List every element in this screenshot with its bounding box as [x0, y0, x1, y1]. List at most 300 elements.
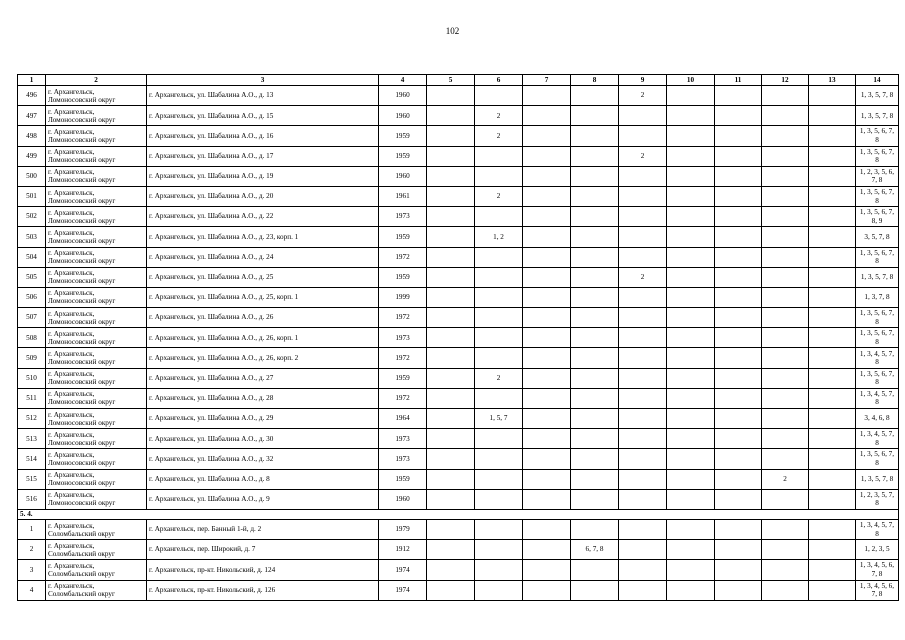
- col7-cell: [523, 146, 571, 166]
- col14-cell: 1, 3, 4, 5, 6, 7, 8: [856, 580, 899, 600]
- year-cell: 1973: [379, 207, 427, 227]
- col12-cell: [762, 519, 809, 539]
- year-cell: 1972: [379, 388, 427, 408]
- row-number: 500: [18, 166, 46, 186]
- col5-cell: [427, 86, 475, 106]
- col12-cell: [762, 287, 809, 307]
- col12-cell: [762, 560, 809, 580]
- col10-cell: [667, 106, 715, 126]
- table-row: [18, 207, 899, 227]
- col5-cell: [427, 560, 475, 580]
- col12-cell: [762, 186, 809, 206]
- table-row: [18, 519, 899, 539]
- col13-cell: [809, 207, 856, 227]
- col5-cell: [427, 540, 475, 560]
- year-cell: 1974: [379, 560, 427, 580]
- locality-cell: г. Архангельск, Ломоносовский округ: [46, 207, 147, 227]
- table-row: [18, 227, 899, 247]
- col6-cell: [475, 207, 523, 227]
- col6-cell: 2: [475, 106, 523, 126]
- address-cell: г. Архангельск, пер. Широкий, д. 7: [147, 540, 379, 560]
- locality-cell: г. Архангельск, Ломоносовский округ: [46, 449, 147, 469]
- col14-cell: 1, 2, 3, 5, 7, 8: [856, 489, 899, 509]
- col6-cell: [475, 146, 523, 166]
- locality-cell: г. Архангельск, Ломоносовский округ: [46, 388, 147, 408]
- register-table: [17, 74, 899, 601]
- col12-cell: [762, 247, 809, 267]
- table-row: [18, 409, 899, 429]
- col8-cell: [571, 287, 619, 307]
- col7-cell: [523, 267, 571, 287]
- col10-cell: [667, 560, 715, 580]
- col6-cell: 2: [475, 186, 523, 206]
- column-header: 10: [667, 75, 715, 86]
- col6-cell: [475, 328, 523, 348]
- section-label: 5. 4.: [18, 509, 899, 519]
- col13-cell: [809, 560, 856, 580]
- col9-cell: [619, 489, 667, 509]
- col9-cell: [619, 348, 667, 368]
- col13-cell: [809, 348, 856, 368]
- col5-cell: [427, 308, 475, 328]
- col7-cell: [523, 489, 571, 509]
- col5-cell: [427, 348, 475, 368]
- col6-cell: [475, 540, 523, 560]
- col13-cell: [809, 429, 856, 449]
- col5-cell: [427, 267, 475, 287]
- col11-cell: [715, 166, 762, 186]
- address-cell: г. Архангельск, ул. Шабалина А.О., д. 16: [147, 126, 379, 146]
- year-cell: 1959: [379, 126, 427, 146]
- col14-cell: 1, 3, 7, 8: [856, 287, 899, 307]
- col6-cell: [475, 287, 523, 307]
- col6-cell: [475, 469, 523, 489]
- col14-cell: 3, 4, 6, 8: [856, 409, 899, 429]
- year-cell: 1959: [379, 469, 427, 489]
- table-row: [18, 186, 899, 206]
- col5-cell: [427, 469, 475, 489]
- col5-cell: [427, 287, 475, 307]
- col6-cell: [475, 166, 523, 186]
- row-number: 515: [18, 469, 46, 489]
- locality-cell: г. Архангельск, Ломоносовский округ: [46, 227, 147, 247]
- row-number: 506: [18, 287, 46, 307]
- col5-cell: [427, 388, 475, 408]
- col8-cell: [571, 388, 619, 408]
- col13-cell: [809, 308, 856, 328]
- col13-cell: [809, 186, 856, 206]
- col8-cell: [571, 106, 619, 126]
- page-number: 102: [445, 26, 460, 36]
- col7-cell: [523, 540, 571, 560]
- col14-cell: 1, 3, 5, 6, 7, 8: [856, 328, 899, 348]
- address-cell: г. Архангельск, ул. Шабалина А.О., д. 20: [147, 186, 379, 206]
- address-cell: г. Архангельск, ул. Шабалина А.О., д. 24: [147, 247, 379, 267]
- year-cell: 1964: [379, 409, 427, 429]
- col13-cell: [809, 469, 856, 489]
- col10-cell: [667, 146, 715, 166]
- year-cell: 1973: [379, 429, 427, 449]
- table-row: [18, 308, 899, 328]
- year-cell: 1979: [379, 519, 427, 539]
- col9-cell: [619, 186, 667, 206]
- column-header: 3: [147, 75, 379, 86]
- col14-cell: 1, 3, 5, 6, 7, 8, 9: [856, 207, 899, 227]
- col12-cell: [762, 308, 809, 328]
- locality-cell: г. Архангельск, Ломоносовский округ: [46, 469, 147, 489]
- col5-cell: [427, 227, 475, 247]
- col11-cell: [715, 287, 762, 307]
- locality-cell: г. Архангельск, Ломоносовский округ: [46, 126, 147, 146]
- table-row: [18, 348, 899, 368]
- col10-cell: [667, 540, 715, 560]
- col10-cell: [667, 267, 715, 287]
- col8-cell: [571, 126, 619, 146]
- col7-cell: [523, 308, 571, 328]
- year-cell: 1973: [379, 449, 427, 469]
- col7-cell: [523, 328, 571, 348]
- col11-cell: [715, 560, 762, 580]
- col14-cell: 1, 3, 4, 5, 7, 8: [856, 348, 899, 368]
- col8-cell: [571, 449, 619, 469]
- locality-cell: г. Архангельск, Соломбальский округ: [46, 540, 147, 560]
- col6-cell: [475, 86, 523, 106]
- col5-cell: [427, 247, 475, 267]
- row-number: 512: [18, 409, 46, 429]
- col12-cell: [762, 267, 809, 287]
- column-header: 11: [715, 75, 762, 86]
- col11-cell: [715, 126, 762, 146]
- col14-cell: 1, 3, 5, 6, 7, 8: [856, 368, 899, 388]
- table-row: [18, 560, 899, 580]
- column-header: 1: [18, 75, 46, 86]
- col12-cell: [762, 106, 809, 126]
- row-number: 3: [18, 560, 46, 580]
- col11-cell: [715, 186, 762, 206]
- col13-cell: [809, 247, 856, 267]
- address-cell: г. Архангельск, ул. Шабалина А.О., д. 25, корп. 1: [147, 287, 379, 307]
- year-cell: 1972: [379, 247, 427, 267]
- col8-cell: [571, 429, 619, 449]
- col10-cell: [667, 287, 715, 307]
- year-cell: 1959: [379, 227, 427, 247]
- table-row: [18, 287, 899, 307]
- col10-cell: [667, 489, 715, 509]
- row-number: 497: [18, 106, 46, 126]
- col8-cell: [571, 308, 619, 328]
- col9-cell: [619, 166, 667, 186]
- column-header: 9: [619, 75, 667, 86]
- col13-cell: [809, 580, 856, 600]
- col13-cell: [809, 328, 856, 348]
- table-row: [18, 146, 899, 166]
- col14-cell: 1, 3, 5, 6, 7, 8: [856, 449, 899, 469]
- col9-cell: [619, 247, 667, 267]
- col11-cell: [715, 449, 762, 469]
- address-cell: г. Архангельск, ул. Шабалина А.О., д. 26: [147, 308, 379, 328]
- year-cell: 1961: [379, 186, 427, 206]
- col11-cell: [715, 227, 762, 247]
- address-cell: г. Архангельск, ул. Шабалина А.О., д. 32: [147, 449, 379, 469]
- col8-cell: [571, 267, 619, 287]
- locality-cell: г. Архангельск, Ломоносовский округ: [46, 267, 147, 287]
- address-cell: г. Архангельск, ул. Шабалина А.О., д. 25: [147, 267, 379, 287]
- locality-cell: г. Архангельск, Соломбальский округ: [46, 560, 147, 580]
- col14-cell: 1, 3, 4, 5, 7, 8: [856, 519, 899, 539]
- locality-cell: г. Архангельск, Ломоносовский округ: [46, 287, 147, 307]
- locality-cell: г. Архангельск, Ломоносовский округ: [46, 86, 147, 106]
- col8-cell: [571, 328, 619, 348]
- col11-cell: [715, 106, 762, 126]
- table-row: [18, 267, 899, 287]
- locality-cell: г. Архангельск, Ломоносовский округ: [46, 409, 147, 429]
- col11-cell: [715, 348, 762, 368]
- address-cell: г. Архангельск, ул. Шабалина А.О., д. 19: [147, 166, 379, 186]
- column-header: 7: [523, 75, 571, 86]
- col14-cell: 1, 3, 5, 7, 8: [856, 106, 899, 126]
- col10-cell: [667, 449, 715, 469]
- locality-cell: г. Архангельск, Ломоносовский округ: [46, 429, 147, 449]
- col13-cell: [809, 86, 856, 106]
- col6-cell: [475, 308, 523, 328]
- row-number: 509: [18, 348, 46, 368]
- col7-cell: [523, 469, 571, 489]
- row-number: 508: [18, 328, 46, 348]
- locality-cell: г. Архангельск, Соломбальский округ: [46, 580, 147, 600]
- col12-cell: [762, 449, 809, 469]
- col11-cell: [715, 368, 762, 388]
- col11-cell: [715, 469, 762, 489]
- col6-cell: [475, 580, 523, 600]
- column-header: 4: [379, 75, 427, 86]
- col9-cell: [619, 368, 667, 388]
- col5-cell: [427, 409, 475, 429]
- col7-cell: [523, 449, 571, 469]
- col10-cell: [667, 429, 715, 449]
- table-body: [18, 86, 899, 601]
- col13-cell: [809, 489, 856, 509]
- col12-cell: [762, 166, 809, 186]
- col9-cell: [619, 388, 667, 408]
- col8-cell: [571, 247, 619, 267]
- col6-cell: 2: [475, 368, 523, 388]
- col8-cell: [571, 146, 619, 166]
- col7-cell: [523, 86, 571, 106]
- row-number: 1: [18, 519, 46, 539]
- col14-cell: 1, 2, 3, 5, 6, 7, 8: [856, 166, 899, 186]
- col9-cell: [619, 409, 667, 429]
- address-cell: г. Архангельск, ул. Шабалина А.О., д. 22: [147, 207, 379, 227]
- locality-cell: г. Архангельск, Ломоносовский округ: [46, 166, 147, 186]
- col7-cell: [523, 519, 571, 539]
- col14-cell: 1, 3, 5, 6, 7, 8: [856, 186, 899, 206]
- col10-cell: [667, 388, 715, 408]
- col5-cell: [427, 146, 475, 166]
- col9-cell: 2: [619, 86, 667, 106]
- address-cell: г. Архангельск, ул. Шабалина А.О., д. 8: [147, 469, 379, 489]
- year-cell: 1999: [379, 287, 427, 307]
- table-row: [18, 328, 899, 348]
- row-number: 505: [18, 267, 46, 287]
- col5-cell: [427, 126, 475, 146]
- col8-cell: [571, 519, 619, 539]
- year-cell: 1912: [379, 540, 427, 560]
- col11-cell: [715, 247, 762, 267]
- col7-cell: [523, 580, 571, 600]
- col10-cell: [667, 186, 715, 206]
- col12-cell: [762, 409, 809, 429]
- col10-cell: [667, 308, 715, 328]
- col9-cell: [619, 560, 667, 580]
- col5-cell: [427, 368, 475, 388]
- col11-cell: [715, 267, 762, 287]
- col9-cell: [619, 580, 667, 600]
- col12-cell: [762, 348, 809, 368]
- col13-cell: [809, 449, 856, 469]
- row-number: 2: [18, 540, 46, 560]
- column-header: 5: [427, 75, 475, 86]
- col13-cell: [809, 267, 856, 287]
- col12-cell: [762, 368, 809, 388]
- col11-cell: [715, 580, 762, 600]
- col14-cell: 1, 3, 4, 5, 6, 7, 8: [856, 560, 899, 580]
- col12-cell: [762, 328, 809, 348]
- col14-cell: 1, 3, 5, 6, 7, 8: [856, 247, 899, 267]
- col13-cell: [809, 409, 856, 429]
- col12-cell: [762, 388, 809, 408]
- table-row: [18, 580, 899, 600]
- col11-cell: [715, 388, 762, 408]
- table-row: [18, 469, 899, 489]
- col7-cell: [523, 388, 571, 408]
- row-number: 496: [18, 86, 46, 106]
- table-row: [18, 247, 899, 267]
- col5-cell: [427, 580, 475, 600]
- col8-cell: 6, 7, 8: [571, 540, 619, 560]
- col12-cell: [762, 207, 809, 227]
- table-row: [18, 126, 899, 146]
- col9-cell: 2: [619, 267, 667, 287]
- col7-cell: [523, 227, 571, 247]
- col7-cell: [523, 409, 571, 429]
- year-cell: 1973: [379, 328, 427, 348]
- col10-cell: [667, 469, 715, 489]
- table-row: [18, 368, 899, 388]
- address-cell: г. Архангельск, ул. Шабалина А.О., д. 9: [147, 489, 379, 509]
- col6-cell: [475, 429, 523, 449]
- locality-cell: г. Архангельск, Ломоносовский округ: [46, 489, 147, 509]
- col5-cell: [427, 186, 475, 206]
- col14-cell: 1, 2, 3, 5: [856, 540, 899, 560]
- locality-cell: г. Архангельск, Ломоносовский округ: [46, 368, 147, 388]
- col9-cell: [619, 469, 667, 489]
- col7-cell: [523, 429, 571, 449]
- locality-cell: г. Архангельск, Соломбальский округ: [46, 519, 147, 539]
- col13-cell: [809, 519, 856, 539]
- year-cell: 1960: [379, 86, 427, 106]
- col13-cell: [809, 388, 856, 408]
- col10-cell: [667, 348, 715, 368]
- col13-cell: [809, 540, 856, 560]
- col7-cell: [523, 247, 571, 267]
- address-cell: г. Архангельск, пр-кт. Никольский, д. 126: [147, 580, 379, 600]
- row-number: 503: [18, 227, 46, 247]
- col9-cell: [619, 308, 667, 328]
- col11-cell: [715, 328, 762, 348]
- locality-cell: г. Архангельск, Ломоносовский округ: [46, 328, 147, 348]
- col11-cell: [715, 409, 762, 429]
- col11-cell: [715, 540, 762, 560]
- col7-cell: [523, 186, 571, 206]
- col13-cell: [809, 166, 856, 186]
- row-number: 501: [18, 186, 46, 206]
- col12-cell: [762, 489, 809, 509]
- col6-cell: 1, 2: [475, 227, 523, 247]
- col8-cell: [571, 368, 619, 388]
- col6-cell: [475, 519, 523, 539]
- col9-cell: [619, 106, 667, 126]
- col11-cell: [715, 308, 762, 328]
- table-row: [18, 449, 899, 469]
- col6-cell: [475, 560, 523, 580]
- table-row: [18, 489, 899, 509]
- col12-cell: [762, 126, 809, 146]
- year-cell: 1960: [379, 489, 427, 509]
- col9-cell: [619, 429, 667, 449]
- row-number: 4: [18, 580, 46, 600]
- address-cell: г. Архангельск, ул. Шабалина А.О., д. 30: [147, 429, 379, 449]
- column-header: 6: [475, 75, 523, 86]
- table-row: [18, 86, 899, 106]
- col12-cell: [762, 227, 809, 247]
- col5-cell: [427, 429, 475, 449]
- col8-cell: [571, 166, 619, 186]
- col10-cell: [667, 368, 715, 388]
- col8-cell: [571, 86, 619, 106]
- table-row: [18, 106, 899, 126]
- col10-cell: [667, 519, 715, 539]
- col12-cell: [762, 86, 809, 106]
- row-number: 511: [18, 388, 46, 408]
- col10-cell: [667, 126, 715, 146]
- year-cell: 1960: [379, 106, 427, 126]
- section-row: [18, 509, 899, 519]
- locality-cell: г. Архангельск, Ломоносовский округ: [46, 348, 147, 368]
- column-header: 8: [571, 75, 619, 86]
- col7-cell: [523, 287, 571, 307]
- col5-cell: [427, 166, 475, 186]
- col14-cell: 1, 3, 4, 5, 7, 8: [856, 429, 899, 449]
- col7-cell: [523, 348, 571, 368]
- col12-cell: [762, 580, 809, 600]
- col14-cell: 3, 5, 7, 8: [856, 227, 899, 247]
- col9-cell: [619, 540, 667, 560]
- locality-cell: г. Архангельск, Ломоносовский округ: [46, 106, 147, 126]
- locality-cell: г. Архангельск, Ломоносовский округ: [46, 308, 147, 328]
- col8-cell: [571, 560, 619, 580]
- address-cell: г. Архангельск, ул. Шабалина А.О., д. 15: [147, 106, 379, 126]
- col11-cell: [715, 519, 762, 539]
- col7-cell: [523, 126, 571, 146]
- address-cell: г. Архангельск, ул. Шабалина А.О., д. 23, корп. 1: [147, 227, 379, 247]
- table-row: [18, 388, 899, 408]
- col10-cell: [667, 328, 715, 348]
- col11-cell: [715, 429, 762, 449]
- address-cell: г. Архангельск, пр-кт. Никольский, д. 124: [147, 560, 379, 580]
- col10-cell: [667, 580, 715, 600]
- locality-cell: г. Архангельск, Ломоносовский округ: [46, 146, 147, 166]
- col9-cell: [619, 287, 667, 307]
